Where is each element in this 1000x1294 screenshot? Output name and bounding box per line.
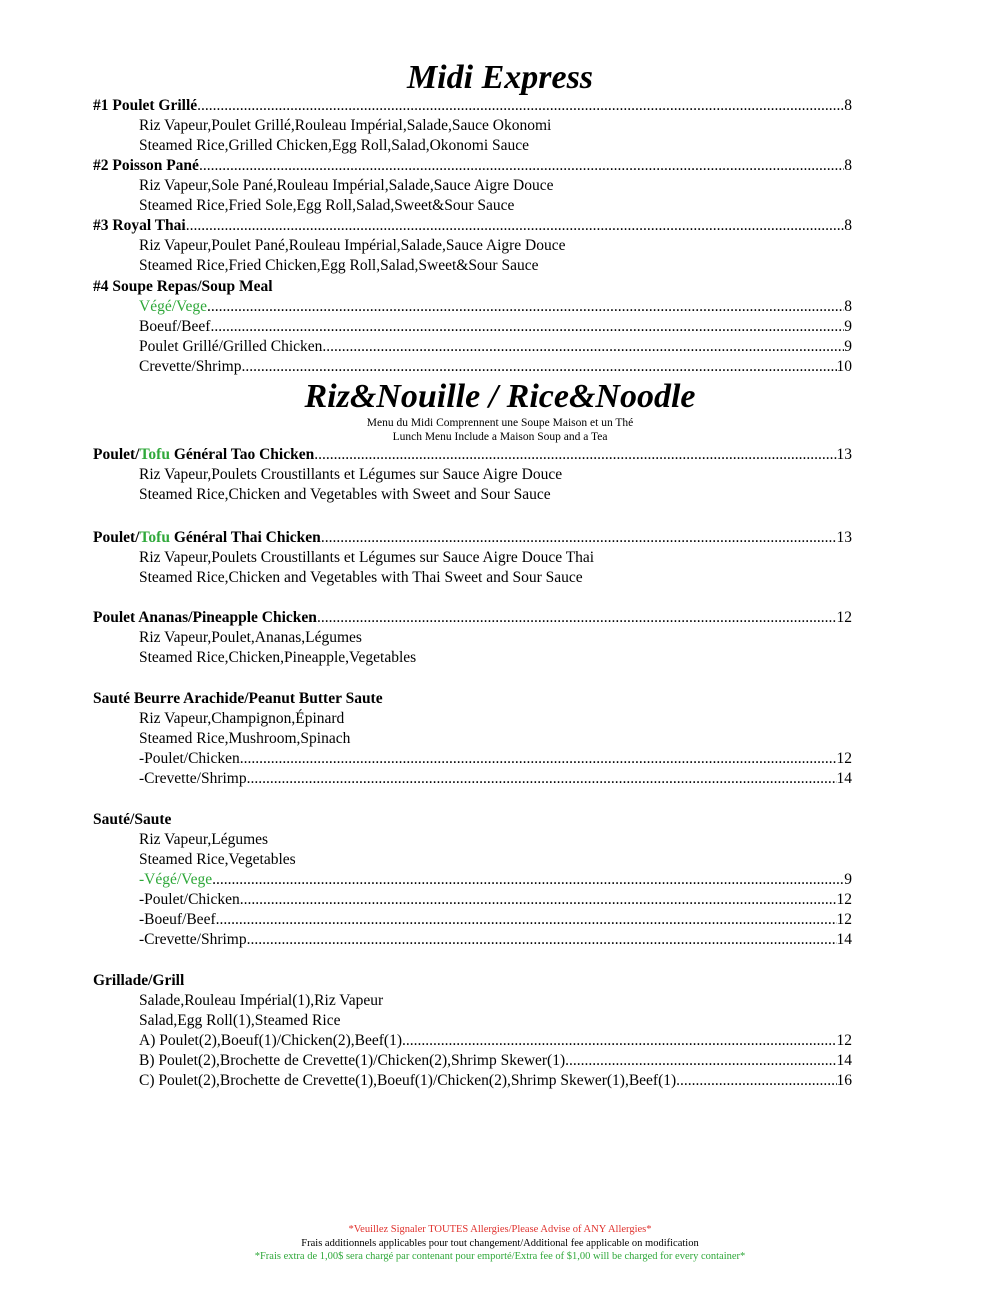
option-label: B) Poulet(2),Brochette de Crevette(1)/Chicken(2),Shrimp Skewer(1) [139,1052,566,1069]
option-price: 14 [836,931,852,948]
menu-item-3 [93,216,852,236]
option-vege [139,297,852,317]
option-beef [139,317,852,337]
item-desc-fr: Riz Vapeur,Poulets Croustillants et Légumes sur Sauce Aigre Douce [139,466,563,483]
option-a [139,1031,852,1051]
option-label: -Boeuf/Beef [139,911,216,928]
item-desc-fr: Riz Vapeur,Sole Pané,Rouleau Impérial,Salade,Sauce Aigre Douce [139,177,554,194]
option-price: 10 [836,358,852,375]
item-desc-en: Steamed Rice,Mushroom,Spinach [139,730,351,747]
menu-item-4: #4 Soupe Repas/Soup Meal [93,278,273,295]
option-label: -Crevette/Shrimp [139,770,247,787]
item-desc-fr: Riz Vapeur,Champignon,Épinard [139,710,345,727]
pineapple-chicken-item [93,608,852,628]
option-c [139,1071,852,1091]
option-price: 14 [836,770,852,787]
item-desc-en: Steamed Rice,Vegetables [139,851,296,868]
option-label: -Poulet/Chicken [139,750,240,767]
option-price: 12 [836,891,852,908]
item-desc-en: Steamed Rice,Chicken,Pineapple,Vegetables [139,649,417,666]
option-price: 14 [836,1052,852,1069]
menu-item-2 [93,156,852,176]
item-name: Poulet Ananas/Pineapple Chicken [93,609,317,626]
general-thai-item [93,528,852,548]
option-price: 8 [844,298,852,315]
item-desc-en: Steamed Rice,Fried Chicken,Egg Roll,Salad,Sweet&Sour Sauce [139,257,539,274]
item-desc-en: Steamed Rice,Chicken and Vegetables with Sweet and Sour Sauce [139,486,551,503]
item-price: 8 [844,97,852,114]
midi-express-title: Midi Express [406,59,594,96]
item-price: 13 [836,529,852,546]
option-label: -Poulet/Chicken [139,891,240,908]
option-vege [139,870,852,890]
item-name: #2 Poisson Pané [93,157,199,174]
item-name: Poulet/Tofu Général Tao Chicken [93,446,315,463]
option-price: 12 [836,911,852,928]
option-b [139,1051,852,1071]
item-price: 8 [844,217,852,234]
item-price: 13 [836,446,852,463]
item-desc-en: Steamed Rice,Fried Sole,Egg Roll,Salad,Sweet&Sour Sauce [139,197,515,214]
option-label: Crevette/Shrimp [139,358,242,375]
container-fee-notice: *Frais extra de 1,00$ sera chargé par contenant pour emporté/Extra fee of $1,00 will be charged for every container* [254,1251,746,1262]
item-desc-fr: Riz Vapeur,Poulet Grillé,Rouleau Impérial,Salade,Sauce Okonomi [139,117,552,134]
lunch-note-en: Lunch Menu Include a Maison Soup and a Tea [392,431,608,443]
item-desc-en: Salad,Egg Roll(1),Steamed Rice [139,1012,341,1029]
option-shrimp [139,930,852,950]
item-price: 12 [836,609,852,626]
modification-fee-notice: Frais additionnels applicables pour tout changement/Additional fee applicable on modification [301,1238,699,1249]
lunch-note-fr: Menu du Midi Comprennent une Soupe Maison et un Thé [366,417,634,429]
item-desc-fr: Riz Vapeur,Légumes [139,831,269,848]
menu-item-1 [93,96,852,116]
peanut-butter-item: Sauté Beurre Arachide/Peanut Butter Saute [93,690,383,707]
option-shrimp [139,357,852,377]
grill-item: Grillade/Grill [93,972,185,989]
option-price: 9 [844,338,852,355]
item-desc-en: Steamed Rice,Grilled Chicken,Egg Roll,Salad,Okonomi Sauce [139,137,530,154]
item-desc-fr: Riz Vapeur,Poulet,Ananas,Légumes [139,629,362,646]
option-label: Boeuf/Beef [139,318,211,335]
saute-item: Sauté/Saute [93,811,172,828]
item-desc-en: Steamed Rice,Chicken and Vegetables with Thai Sweet and Sour Sauce [139,569,583,586]
tofu-highlight: Tofu [139,446,170,463]
item-name: #1 Poulet Grillé [93,97,198,114]
general-tao-item [93,445,852,465]
option-label: A) Poulet(2),Boeuf(1)/Chicken(2),Beef(1) [139,1032,402,1049]
allergy-notice: *Veuillez Signaler TOUTES Allergies/Please Advise of ANY Allergies* [348,1224,652,1235]
item-name: Poulet/Tofu Général Thai Chicken [93,529,321,546]
option-label: C) Poulet(2),Brochette de Crevette(1),Boeuf(1)/Chicken(2),Shrimp Skewer(1),Beef(1) [139,1072,677,1089]
option-label: Poulet Grillé/Grilled Chicken [139,338,323,355]
option-chicken [139,890,852,910]
tofu-highlight: Tofu [139,529,170,546]
option-label: -Crevette/Shrimp [139,931,247,948]
option-price: 9 [844,318,852,335]
option-beef [139,910,852,930]
item-name: #3 Royal Thai [93,217,186,234]
option-price: 12 [836,1032,852,1049]
option-grilled-chicken [139,337,852,357]
item-desc-fr: Riz Vapeur,Poulets Croustillants et Légumes sur Sauce Aigre Douce Thai [139,549,595,566]
option-price: 16 [836,1072,852,1089]
option-chicken [139,749,852,769]
item-desc-fr: Salade,Rouleau Impérial(1),Riz Vapeur [139,992,384,1009]
option-shrimp [139,769,852,789]
option-label: -Végé/Vege [139,871,213,888]
item-price: 8 [844,157,852,174]
option-price: 9 [844,871,852,888]
rice-noodle-title: Riz&Nouille / Rice&Noodle [304,378,696,415]
option-label: Végé/Vege [139,298,207,315]
item-desc-fr: Riz Vapeur,Poulet Pané,Rouleau Impérial,Salade,Sauce Aigre Douce [139,237,566,254]
option-price: 12 [836,750,852,767]
